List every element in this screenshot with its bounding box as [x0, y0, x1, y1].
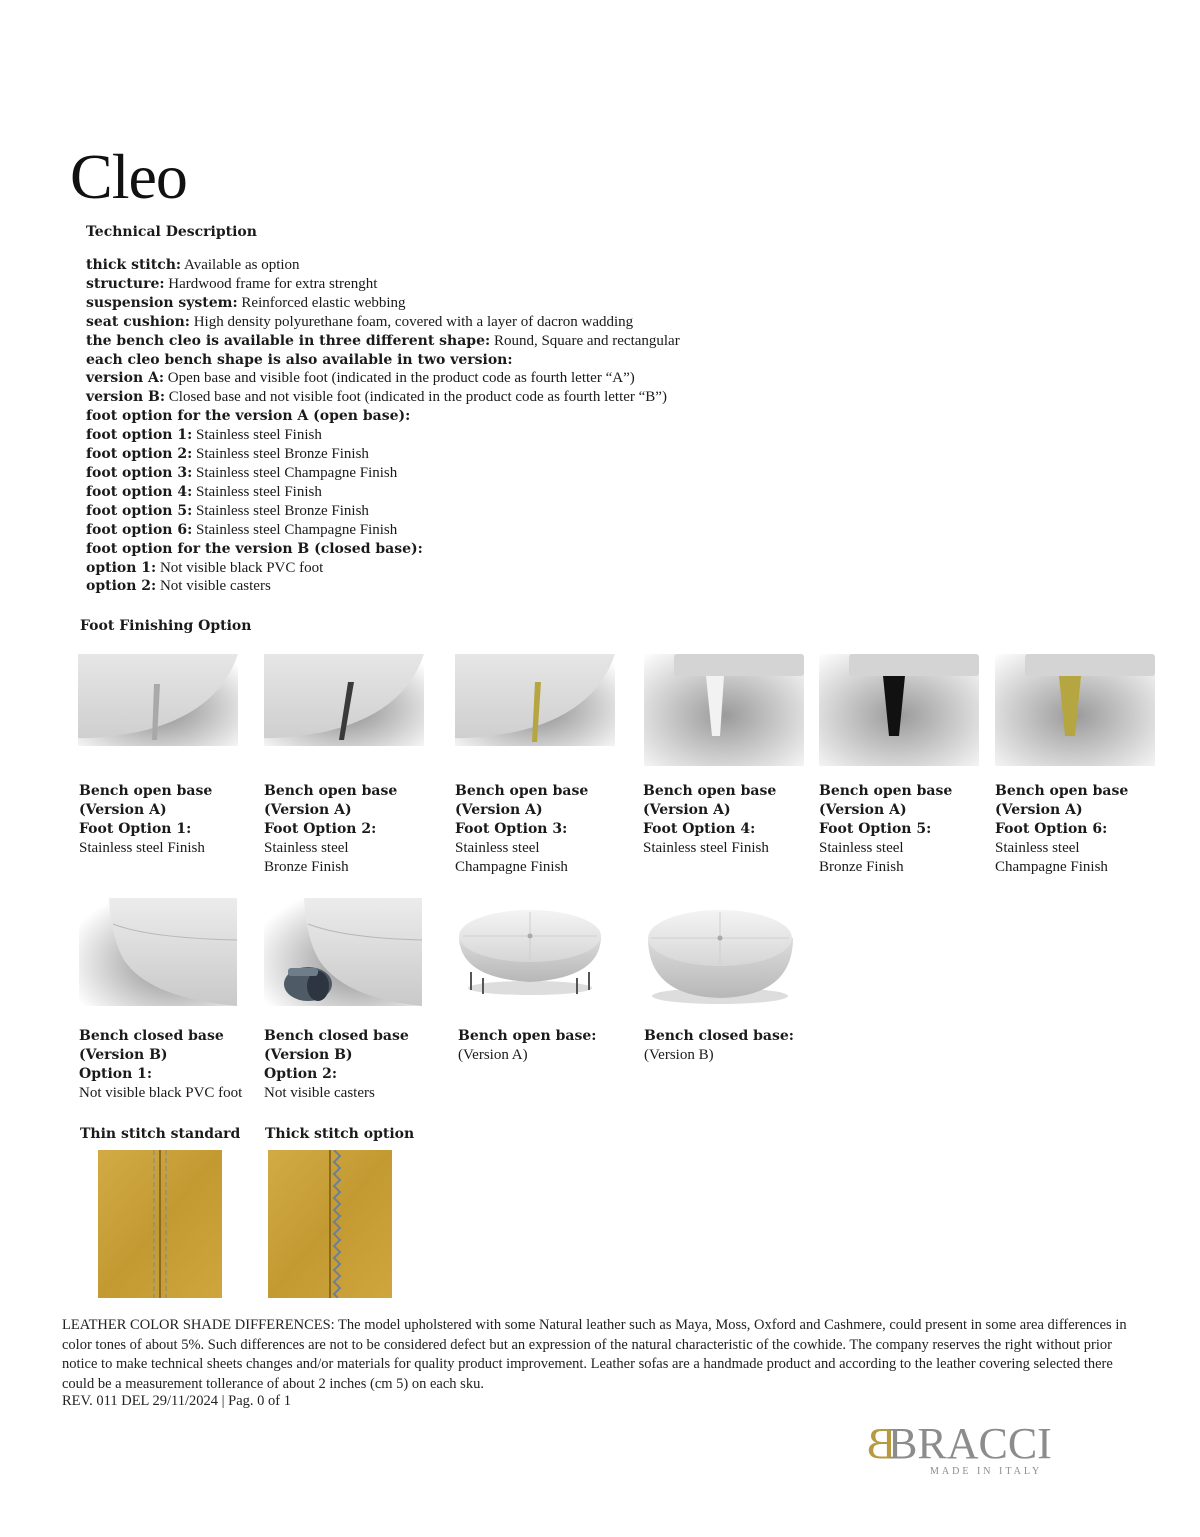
bench-open-base-image — [453, 898, 608, 998]
spec-line: thick stitch: Available as option — [86, 257, 300, 273]
spec-line: foot option 3: Stainless steel Champagne Finish — [86, 464, 398, 481]
foot-option-5-caption: Bench open base (Version A) Foot Option 5: Stainless steel Bronze Finish — [819, 783, 953, 875]
spec-line: foot option 5: Stainless steel Bronze Finish — [86, 502, 369, 519]
bench-closed-base-image — [643, 898, 798, 1006]
foot-option-3-caption: Bench open base (Version A) Foot Option 3: Stainless steel Champagne Finish — [455, 783, 589, 875]
closed-base-option-1-caption: Bench closed base (Version B) Option 1: Not visible black PVC foot — [79, 1028, 243, 1101]
foot-option-1-caption: Bench open base (Version A) Foot Option 1: Stainless steel Finish — [79, 783, 213, 856]
spec-line: option 1: Not visible black PVC foot — [86, 559, 324, 576]
foot-option-1-image — [78, 654, 238, 746]
revision-info: REV. 011 DEL 29/11/2024 | Pag. 0 of 1 — [62, 1393, 291, 1409]
spec-line: the bench cleo is available in three different shape: Round, Square and rectangular — [86, 332, 680, 349]
technical-description-heading: Technical Description — [86, 224, 257, 240]
thin-stitch-swatch — [98, 1150, 222, 1298]
thick-stitch-label: Thick stitch option — [265, 1126, 415, 1142]
foot-finishing-heading: Foot Finishing Option — [80, 618, 252, 634]
spec-line: foot option 2: Stainless steel Bronze Finish — [86, 446, 369, 463]
foot-option-2-caption: Bench open base (Version A) Foot Option 2: Stainless steel Bronze Finish — [264, 783, 398, 875]
svg-text:MADE IN ITALY: MADE IN ITALY — [930, 1466, 1043, 1477]
spec-line: foot option for the version A (open base): — [86, 408, 411, 425]
closed-base-option-1-image — [79, 898, 237, 1006]
spec-line: structure: Hardwood frame for extra strenght — [86, 275, 378, 292]
foot-option-4-caption: Bench open base (Version A) Foot Option 4: Stainless steel Finish — [643, 783, 777, 856]
thin-stitch-label: Thin stitch standard — [80, 1126, 241, 1142]
spec-line: each cleo bench shape is also available in two version: — [86, 351, 513, 368]
spec-line: foot option for the version B (closed base): — [86, 540, 423, 557]
bench-closed-base-caption: Bench closed base: (Version B) — [644, 1028, 794, 1063]
closed-base-option-2-image — [264, 898, 422, 1006]
foot-option-6-caption: Bench open base (Version A) Foot Option 6: Stainless steel Champagne Finish — [995, 783, 1129, 875]
foot-option-6-image — [995, 654, 1155, 766]
foot-option-2-image — [264, 654, 424, 746]
spec-line: suspension system: Reinforced elastic webbing — [86, 294, 406, 311]
spec-line: seat cushion: High density polyurethane foam, covered with a layer of dacron wadding — [86, 313, 634, 330]
spec-line: foot option 1: Stainless steel Finish — [86, 427, 322, 444]
foot-option-3-image — [455, 654, 615, 746]
closed-base-option-2-caption: Bench closed base (Version B) Option 2: Not visible casters — [264, 1028, 409, 1101]
thick-stitch-swatch — [268, 1150, 392, 1298]
leather-disclaimer: LEATHER COLOR SHADE DIFFERENCES: The model upholstered with some Natural leather such as Maya, Moss, Oxford and Cashmere, could present in some area differences in color tones of about 5%. Such differences are not to be considered defect but an expression of the natural characteristic of the cowhide. The company reserves the right without prior notice to make technical sheets changes and/or materials for quality product improvement. Leather sofas are a handmade product and according to the leather covering selected there could be a measurement tollerance of about 2 inches (cm 5) on each sku. — [62, 1317, 1127, 1392]
spec-line: version B: Closed base and not visible foot (indicated in the product code as fourth letter “B”) — [86, 389, 667, 406]
spec-line: foot option 4: Stainless steel Finish — [86, 483, 322, 500]
bench-open-base-caption: Bench open base: (Version A) — [458, 1028, 597, 1063]
spec-list — [86, 256, 786, 596]
spec-line: version A: Open base and visible foot (indicated in the product code as fourth letter “A”) — [86, 370, 635, 387]
bracci-logo — [860, 1420, 1110, 1480]
foot-option-5-image — [819, 654, 979, 766]
foot-option-4-image — [644, 654, 804, 766]
page-title: Cleo — [70, 141, 187, 212]
svg-text:B: B — [866, 1420, 896, 1468]
spec-line: option 2: Not visible casters — [86, 578, 271, 595]
svg-text:BRACCI: BRACCI — [888, 1420, 1052, 1468]
spec-line: foot option 6: Stainless steel Champagne Finish — [86, 521, 398, 538]
